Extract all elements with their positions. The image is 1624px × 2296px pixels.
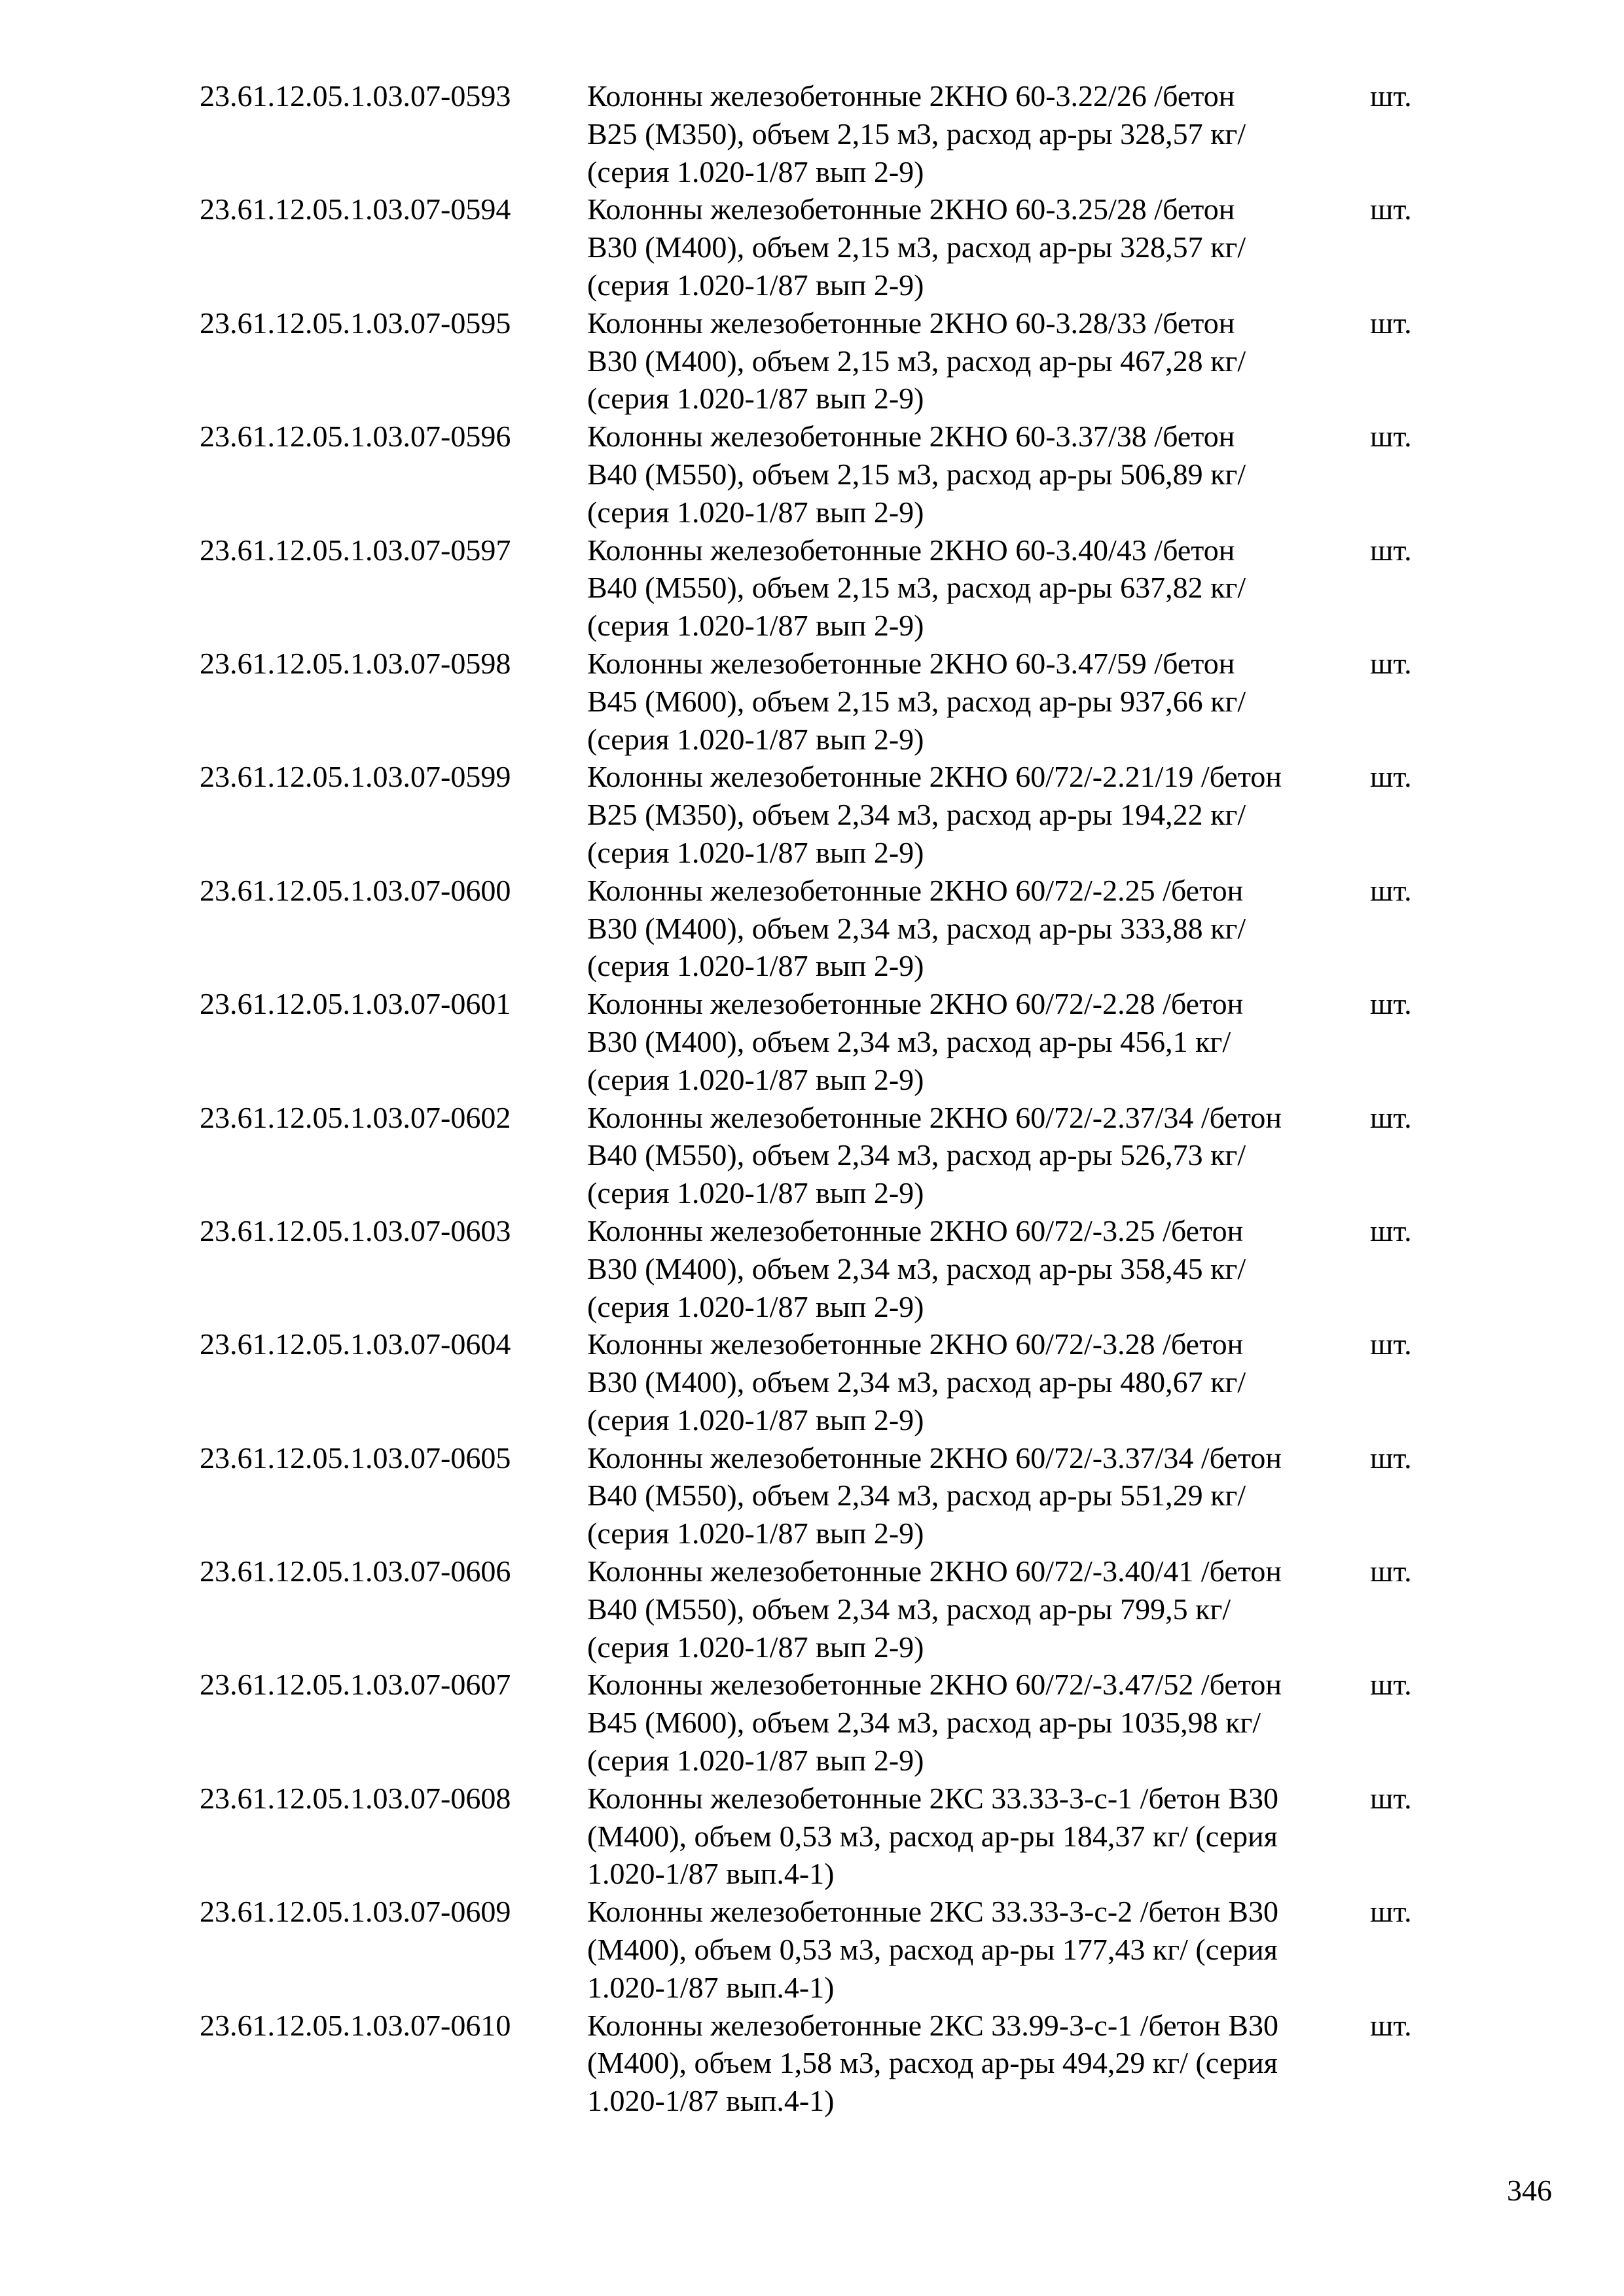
- table-row: [0, 1325, 1624, 1439]
- resource-description: Колонны железобетонные 2КНО 60-3.37/38 /бетон В40 (М550), объем 2,15 м3, расход ар-ры 506,89 кг/ (серия 1.020-1/87 вып 2-9): [587, 420, 1246, 529]
- resource-code: 23.61.12.05.1.03.07-0610: [200, 2008, 511, 2042]
- resource-code: 23.61.12.05.1.03.07-0598: [200, 646, 511, 680]
- table-row: [0, 758, 1624, 871]
- resource-code: 23.61.12.05.1.03.07-0603: [200, 1213, 511, 1247]
- resource-description: Колонны железобетонные 2КС 33.99-3-с-1 /бетон В30 (М400), объем 1,58 м3, расход ар-ры 494,29 кг/ (серия 1.020-1/87 вып.4-1): [587, 2008, 1278, 2118]
- unit-of-measure: шт.: [1370, 1441, 1412, 1475]
- resource-description: Колонны железобетонные 2КНО 60/72/-2.25 /бетон В30 (М400), объем 2,34 м3, расход ар-ры 333,88 кг/ (серия 1.020-1/87 вып 2-9): [587, 873, 1246, 983]
- table-row: [0, 77, 1624, 190]
- table-row: [0, 1552, 1624, 1666]
- resource-description: Колонны железобетонные 2КНО 60-3.28/33 /бетон В30 (М400), объем 2,15 м3, расход ар-ры 467,28 кг/ (серия 1.020-1/87 вып 2-9): [587, 306, 1246, 416]
- table-row: [0, 1780, 1624, 1893]
- price-list-table: [0, 77, 1624, 2120]
- table-row: [0, 1212, 1624, 1325]
- table-row: [0, 1099, 1624, 1212]
- table-row: [0, 1439, 1624, 1552]
- resource-description: Колонны железобетонные 2КНО 60-3.22/26 /бетон В25 (М350), объем 2,15 м3, расход ар-ры 328,57 кг/ (серия 1.020-1/87 вып 2-9): [587, 79, 1246, 188]
- table-row: [0, 304, 1624, 418]
- page-number: 346: [1507, 2174, 1552, 2207]
- table-row: [0, 190, 1624, 304]
- resource-code: 23.61.12.05.1.03.07-0593: [200, 79, 511, 113]
- resource-description: Колонны железобетонные 2КНО 60/72/-3.28 /бетон В30 (М400), объем 2,34 м3, расход ар-ры 480,67 кг/ (серия 1.020-1/87 вып 2-9): [587, 1327, 1246, 1437]
- resource-code: 23.61.12.05.1.03.07-0600: [200, 873, 511, 907]
- resource-description: Колонны железобетонные 2КНО 60/72/-2.28 /бетон В30 (М400), объем 2,34 м3, расход ар-ры 456,1 кг/ (серия 1.020-1/87 вып 2-9): [587, 987, 1244, 1096]
- table-row: [0, 1666, 1624, 1779]
- resource-code: 23.61.12.05.1.03.07-0596: [200, 420, 511, 454]
- resource-description: Колонны железобетонные 2КНО 60/72/-3.25 /бетон В30 (М400), объем 2,34 м3, расход ар-ры 358,45 кг/ (серия 1.020-1/87 вып 2-9): [587, 1213, 1246, 1323]
- unit-of-measure: шт.: [1370, 760, 1412, 794]
- resource-code: 23.61.12.05.1.03.07-0604: [200, 1327, 511, 1361]
- resource-code: 23.61.12.05.1.03.07-0599: [200, 760, 511, 794]
- resource-description: Колонны железобетонные 2КС 33.33-3-с-2 /бетон В30 (М400), объем 0,53 м3, расход ар-ры 177,43 кг/ (серия 1.020-1/87 вып.4-1): [587, 1895, 1278, 2004]
- unit-of-measure: шт.: [1370, 1327, 1412, 1361]
- resource-description: Колонны железобетонные 2КНО 60/72/-3.47/52 /бетон В45 (М600), объем 2,34 м3, расход ар-ры 1035,98 кг/ (серия 1.020-1/87 вып 2-9): [587, 1668, 1282, 1778]
- resource-description: Колонны железобетонные 2КНО 60-3.47/59 /бетон В45 (М600), объем 2,15 м3, расход ар-ры 937,66 кг/ (серия 1.020-1/87 вып 2-9): [587, 646, 1246, 756]
- resource-code: 23.61.12.05.1.03.07-0595: [200, 306, 511, 340]
- table-row: [0, 645, 1624, 758]
- table-row: [0, 985, 1624, 1098]
- resource-code: 23.61.12.05.1.03.07-0601: [200, 987, 511, 1021]
- unit-of-measure: шт.: [1370, 1213, 1412, 1247]
- resource-code: 23.61.12.05.1.03.07-0594: [200, 192, 511, 226]
- table-row: [0, 531, 1624, 645]
- resource-description: Колонны железобетонные 2КНО 60/72/-3.40/41 /бетон В40 (М550), объем 2,34 м3, расход ар-ры 799,5 кг/ (серия 1.020-1/87 вып 2-9): [587, 1554, 1282, 1664]
- unit-of-measure: шт.: [1370, 1895, 1412, 1929]
- unit-of-measure: шт.: [1370, 646, 1412, 680]
- table-row: [0, 2007, 1624, 2120]
- unit-of-measure: шт.: [1370, 873, 1412, 907]
- resource-code: 23.61.12.05.1.03.07-0605: [200, 1441, 511, 1475]
- resource-code: 23.61.12.05.1.03.07-0602: [200, 1100, 511, 1134]
- resource-code: 23.61.12.05.1.03.07-0607: [200, 1668, 511, 1702]
- unit-of-measure: шт.: [1370, 79, 1412, 113]
- resource-description: Колонны железобетонные 2КНО 60-3.40/43 /бетон В40 (М550), объем 2,15 м3, расход ар-ры 637,82 кг/ (серия 1.020-1/87 вып 2-9): [587, 533, 1246, 643]
- resource-description: Колонны железобетонные 2КНО 60/72/-3.37/34 /бетон В40 (М550), объем 2,34 м3, расход ар-ры 551,29 кг/ (серия 1.020-1/87 вып 2-9): [587, 1441, 1282, 1551]
- resource-description: Колонны железобетонные 2КНО 60-3.25/28 /бетон В30 (М400), объем 2,15 м3, расход ар-ры 328,57 кг/ (серия 1.020-1/87 вып 2-9): [587, 192, 1246, 302]
- unit-of-measure: шт.: [1370, 987, 1412, 1021]
- resource-description: Колонны железобетонные 2КНО 60/72/-2.37/34 /бетон В40 (М550), объем 2,34 м3, расход ар-ры 526,73 кг/ (серия 1.020-1/87 вып 2-9): [587, 1100, 1282, 1210]
- resource-code: 23.61.12.05.1.03.07-0608: [200, 1781, 511, 1815]
- unit-of-measure: шт.: [1370, 1781, 1412, 1815]
- resource-code: 23.61.12.05.1.03.07-0609: [200, 1895, 511, 1929]
- table-row: [0, 418, 1624, 531]
- resource-description: Колонны железобетонные 2КНО 60/72/-2.21/19 /бетон В25 (М350), объем 2,34 м3, расход ар-ры 194,22 кг/ (серия 1.020-1/87 вып 2-9): [587, 760, 1282, 869]
- unit-of-measure: шт.: [1370, 420, 1412, 454]
- unit-of-measure: шт.: [1370, 1100, 1412, 1134]
- unit-of-measure: шт.: [1370, 306, 1412, 340]
- unit-of-measure: шт.: [1370, 1668, 1412, 1702]
- unit-of-measure: шт.: [1370, 192, 1412, 226]
- table-row: [0, 872, 1624, 985]
- resource-description: Колонны железобетонные 2КС 33.33-3-с-1 /бетон В30 (М400), объем 0,53 м3, расход ар-ры 184,37 кг/ (серия 1.020-1/87 вып.4-1): [587, 1781, 1278, 1891]
- table-row: [0, 1893, 1624, 2006]
- resource-code: 23.61.12.05.1.03.07-0606: [200, 1554, 511, 1588]
- resource-code: 23.61.12.05.1.03.07-0597: [200, 533, 511, 567]
- unit-of-measure: шт.: [1370, 1554, 1412, 1588]
- unit-of-measure: шт.: [1370, 2008, 1412, 2042]
- unit-of-measure: шт.: [1370, 533, 1412, 567]
